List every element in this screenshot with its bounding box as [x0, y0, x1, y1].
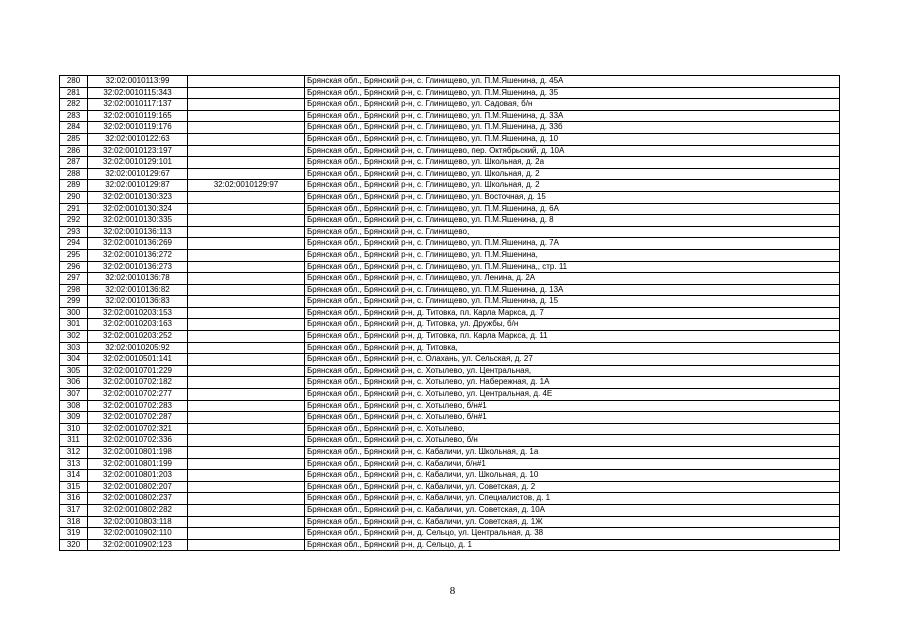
related-cadastral-number-cell	[188, 423, 305, 435]
table-row	[60, 226, 840, 238]
cadastral-number-cell: 32:02:0010801:199	[88, 458, 188, 470]
address-cell: Брянская обл., Брянский р-н, с. Глинищево, ул. Школьная, д. 2	[305, 168, 840, 180]
table-row	[60, 435, 840, 447]
related-cadastral-number-cell	[188, 133, 305, 145]
related-cadastral-number-cell	[188, 342, 305, 354]
table-row	[60, 145, 840, 157]
table-row	[60, 273, 840, 285]
related-cadastral-number-cell	[188, 99, 305, 111]
address-cell: Брянская обл., Брянский р-н, д. Титовка,	[305, 342, 840, 354]
row-number-cell: 319	[60, 528, 88, 540]
table-row	[60, 133, 840, 145]
cadastral-number-cell: 32:02:0010117:137	[88, 99, 188, 111]
address-cell: Брянская обл., Брянский р-н, с. Кабаличи, б/н#1	[305, 458, 840, 470]
related-cadastral-number-cell	[188, 504, 305, 516]
related-cadastral-number-cell	[188, 226, 305, 238]
related-cadastral-number-cell	[188, 458, 305, 470]
address-cell: Брянская обл., Брянский р-н, с. Хотылево, ул. Центральная,	[305, 365, 840, 377]
table-row	[60, 319, 840, 331]
row-number-cell: 301	[60, 319, 88, 331]
address-cell: Брянская обл., Брянский р-н, с. Глинищево, ул. П.М.Яшенина, д. 10	[305, 133, 840, 145]
address-cell: Брянская обл., Брянский р-н, с. Глинищево, ул. Восточная, д. 15	[305, 191, 840, 203]
row-number-cell: 289	[60, 180, 88, 192]
table-row	[60, 168, 840, 180]
row-number-cell: 302	[60, 331, 88, 343]
row-number-cell: 297	[60, 273, 88, 285]
table-row	[60, 99, 840, 111]
row-number-cell: 292	[60, 215, 88, 227]
address-cell: Брянская обл., Брянский р-н, с. Глинищево, пер. Октябрьский, д. 10А	[305, 145, 840, 157]
cadastral-number-cell: 32:02:0010136:82	[88, 284, 188, 296]
cadastral-number-cell: 32:02:0010902:123	[88, 539, 188, 551]
cadastral-number-cell: 32:02:0010113:99	[88, 76, 188, 88]
cadastral-number-cell: 32:02:0010801:198	[88, 447, 188, 459]
cadastral-number-cell: 32:02:0010203:163	[88, 319, 188, 331]
related-cadastral-number-cell	[188, 296, 305, 308]
related-cadastral-number-cell	[188, 168, 305, 180]
cadastral-number-cell: 32:02:0010136:272	[88, 249, 188, 261]
address-cell: Брянская обл., Брянский р-н, с. Глинищево, ул. П.М.Яшенина, д. 15	[305, 296, 840, 308]
table-row	[60, 191, 840, 203]
related-cadastral-number-cell	[188, 261, 305, 273]
related-cadastral-number-cell	[188, 157, 305, 169]
table-row	[60, 423, 840, 435]
address-cell: Брянская обл., Брянский р-н, с. Глинищево, ул. П.М.Яшенина, д. 33б	[305, 122, 840, 134]
related-cadastral-number-cell	[188, 516, 305, 528]
cadastral-number-cell: 32:02:0010129:87	[88, 180, 188, 192]
table-row	[60, 389, 840, 401]
cadastral-number-cell: 32:02:0010803:118	[88, 516, 188, 528]
cadastral-number-cell: 32:02:0010136:113	[88, 226, 188, 238]
cadastral-number-cell: 32:02:0010702:336	[88, 435, 188, 447]
row-number-cell: 317	[60, 504, 88, 516]
row-number-cell: 285	[60, 133, 88, 145]
table-row	[60, 412, 840, 424]
row-number-cell: 287	[60, 157, 88, 169]
address-cell: Брянская обл., Брянский р-н, с. Хотылево, б/н	[305, 435, 840, 447]
cadastral-number-cell: 32:02:0010702:283	[88, 400, 188, 412]
table-row	[60, 76, 840, 88]
cadastral-number-cell: 32:02:0010702:321	[88, 423, 188, 435]
cadastral-number-cell: 32:02:0010130:323	[88, 191, 188, 203]
related-cadastral-number-cell	[188, 435, 305, 447]
cadastral-number-cell: 32:02:0010702:287	[88, 412, 188, 424]
page-number: 8	[449, 585, 456, 597]
address-cell: Брянская обл., Брянский р-н, с. Глинищево, ул. П.М.Яшенина,	[305, 249, 840, 261]
row-number-cell: 282	[60, 99, 88, 111]
address-cell: Брянская обл., Брянский р-н, с. Хотылево, б/н#1	[305, 400, 840, 412]
row-number-cell: 288	[60, 168, 88, 180]
table-row	[60, 516, 840, 528]
related-cadastral-number-cell	[188, 110, 305, 122]
table-row	[60, 365, 840, 377]
table-row	[60, 342, 840, 354]
cadastral-number-cell: 32:02:0010119:176	[88, 122, 188, 134]
table-row	[60, 400, 840, 412]
row-number-cell: 314	[60, 470, 88, 482]
address-cell: Брянская обл., Брянский р-н, д. Титовка, пл. Карла Маркса, д. 11	[305, 331, 840, 343]
related-cadastral-number-cell	[188, 122, 305, 134]
related-cadastral-number-cell	[188, 273, 305, 285]
related-cadastral-number-cell	[188, 412, 305, 424]
address-cell: Брянская обл., Брянский р-н, с. Кабаличи, ул. Школьная, д. 10	[305, 470, 840, 482]
cadastral-number-cell: 32:02:0010203:252	[88, 331, 188, 343]
related-cadastral-number-cell	[188, 331, 305, 343]
related-cadastral-number-cell	[188, 400, 305, 412]
cadastral-number-cell: 32:02:0010130:335	[88, 215, 188, 227]
cadastral-number-cell: 32:02:0010702:277	[88, 389, 188, 401]
related-cadastral-number-cell	[188, 365, 305, 377]
cadastral-number-cell: 32:02:0010136:83	[88, 296, 188, 308]
address-cell: Брянская обл., Брянский р-н, д. Титовка, пл. Карла Маркса, д. 7	[305, 307, 840, 319]
row-number-cell: 298	[60, 284, 88, 296]
table-row	[60, 261, 840, 273]
row-number-cell: 310	[60, 423, 88, 435]
related-cadastral-number-cell	[188, 389, 305, 401]
cadastral-number-cell: 32:02:0010701:229	[88, 365, 188, 377]
address-cell: Брянская обл., Брянский р-н, с. Хотылево, ул. Центральная, д. 4Е	[305, 389, 840, 401]
related-cadastral-number-cell	[188, 191, 305, 203]
related-cadastral-number-cell	[188, 307, 305, 319]
table-row	[60, 539, 840, 551]
cadastral-number-cell: 32:02:0010702:182	[88, 377, 188, 389]
row-number-cell: 299	[60, 296, 88, 308]
table-row	[60, 215, 840, 227]
row-number-cell: 294	[60, 238, 88, 250]
table-row	[60, 87, 840, 99]
cadastral-number-cell: 32:02:0010802:207	[88, 481, 188, 493]
cadastral-number-cell: 32:02:0010136:78	[88, 273, 188, 285]
related-cadastral-number-cell	[188, 493, 305, 505]
row-number-cell: 318	[60, 516, 88, 528]
related-cadastral-number-cell	[188, 481, 305, 493]
table-row	[60, 470, 840, 482]
cadastral-number-cell: 32:02:0010119:165	[88, 110, 188, 122]
related-cadastral-number-cell	[188, 377, 305, 389]
address-cell: Брянская обл., Брянский р-н, с. Глинищево, ул. Школьная, д. 2	[305, 180, 840, 192]
address-cell: Брянская обл., Брянский р-н, с. Глинищево, ул. П.М.Яшенина, д. 13А	[305, 284, 840, 296]
row-number-cell: 300	[60, 307, 88, 319]
row-number-cell: 306	[60, 377, 88, 389]
related-cadastral-number-cell	[188, 145, 305, 157]
related-cadastral-number-cell	[188, 528, 305, 540]
table-row	[60, 528, 840, 540]
row-number-cell: 295	[60, 249, 88, 261]
cadastral-number-cell: 32:02:0010123:197	[88, 145, 188, 157]
address-cell: Брянская обл., Брянский р-н, д. Сельцо, д. 1	[305, 539, 840, 551]
address-cell: Брянская обл., Брянский р-н, с. Глинищево, ул. Школьная, д. 2а	[305, 157, 840, 169]
related-cadastral-number-cell	[188, 354, 305, 366]
row-number-cell: 291	[60, 203, 88, 215]
cadastral-number-cell: 32:02:0010802:282	[88, 504, 188, 516]
table-row	[60, 493, 840, 505]
row-number-cell: 309	[60, 412, 88, 424]
address-cell: Брянская обл., Брянский р-н, с. Кабаличи, ул. Советская, д. 10А	[305, 504, 840, 516]
related-cadastral-number-cell	[188, 447, 305, 459]
cadastral-number-cell: 32:02:0010129:101	[88, 157, 188, 169]
address-cell: Брянская обл., Брянский р-н, с. Хотылево, б/н#1	[305, 412, 840, 424]
address-cell: Брянская обл., Брянский р-н, с. Кабаличи, ул. Школьная, д. 1а	[305, 447, 840, 459]
cadastral-number-cell: 32:02:0010802:237	[88, 493, 188, 505]
table-row	[60, 284, 840, 296]
related-cadastral-number-cell	[188, 319, 305, 331]
address-cell: Брянская обл., Брянский р-н, д. Сельцо, ул. Центральная, д. 38	[305, 528, 840, 540]
cadastral-number-cell: 32:02:0010129:67	[88, 168, 188, 180]
related-cadastral-number-cell	[188, 470, 305, 482]
row-number-cell: 312	[60, 447, 88, 459]
row-number-cell: 311	[60, 435, 88, 447]
table-row	[60, 249, 840, 261]
row-number-cell: 305	[60, 365, 88, 377]
row-number-cell: 281	[60, 87, 88, 99]
table-row	[60, 110, 840, 122]
row-number-cell: 304	[60, 354, 88, 366]
table-body	[60, 76, 840, 551]
address-cell: Брянская обл., Брянский р-н, с. Кабаличи, ул. Специалистов, д. 1	[305, 493, 840, 505]
table-row	[60, 458, 840, 470]
document-table	[59, 75, 840, 551]
address-cell: Брянская обл., Брянский р-н, с. Хотылево,	[305, 423, 840, 435]
address-cell: Брянская обл., Брянский р-н, д. Титовка, ул. Дружбы, б/н	[305, 319, 840, 331]
related-cadastral-number-cell	[188, 215, 305, 227]
table-row	[60, 377, 840, 389]
table-row	[60, 296, 840, 308]
related-cadastral-number-cell	[188, 249, 305, 261]
related-cadastral-number-cell	[188, 76, 305, 88]
address-cell: Брянская обл., Брянский р-н, с. Глинищево, ул. П.М.Яшенина, д. 6А	[305, 203, 840, 215]
address-cell: Брянская обл., Брянский р-н, с. Хотылево, ул. Набережная, д. 1А	[305, 377, 840, 389]
table-row	[60, 307, 840, 319]
address-cell: Брянская обл., Брянский р-н, с. Кабаличи, ул. Советская, д. 1Ж	[305, 516, 840, 528]
cadastral-number-cell: 32:02:0010122:63	[88, 133, 188, 145]
table-row	[60, 157, 840, 169]
table-row	[60, 447, 840, 459]
address-cell: Брянская обл., Брянский р-н, с. Глинищево, ул. П.М.Яшенина, д. 33А	[305, 110, 840, 122]
row-number-cell: 315	[60, 481, 88, 493]
row-number-cell: 290	[60, 191, 88, 203]
row-number-cell: 286	[60, 145, 88, 157]
address-cell: Брянская обл., Брянский р-н, с. Глинищево, ул. П.М.Яшенина,, стр. 11	[305, 261, 840, 273]
row-number-cell: 296	[60, 261, 88, 273]
address-cell: Брянская обл., Брянский р-н, с. Глинищево, ул. П.М.Яшенина, д. 45А	[305, 76, 840, 88]
address-cell: Брянская обл., Брянский р-н, с. Кабаличи, ул. Советская, д. 2	[305, 481, 840, 493]
cadastral-number-cell: 32:02:0010130:324	[88, 203, 188, 215]
address-cell: Брянская обл., Брянский р-н, с. Глинищево,	[305, 226, 840, 238]
related-cadastral-number-cell	[188, 539, 305, 551]
related-cadastral-number-cell	[188, 203, 305, 215]
cadastral-number-cell: 32:02:0010801:203	[88, 470, 188, 482]
address-cell: Брянская обл., Брянский р-н, с. Глинищево, ул. П.М.Яшенина, д. 7А	[305, 238, 840, 250]
cadastral-number-cell: 32:02:0010136:273	[88, 261, 188, 273]
address-cell: Брянская обл., Брянский р-н, с. Олахань, ул. Сельская, д. 27	[305, 354, 840, 366]
related-cadastral-number-cell	[188, 238, 305, 250]
related-cadastral-number-cell: 32:02:0010129:97	[188, 180, 305, 192]
table-row	[60, 354, 840, 366]
cadastral-number-cell: 32:02:0010902:110	[88, 528, 188, 540]
address-cell: Брянская обл., Брянский р-н, с. Глинищево, ул. Садовая, б/н	[305, 99, 840, 111]
cadastral-number-cell: 32:02:0010203:153	[88, 307, 188, 319]
table-row	[60, 203, 840, 215]
row-number-cell: 320	[60, 539, 88, 551]
row-number-cell: 313	[60, 458, 88, 470]
cadastral-number-cell: 32:02:0010136:269	[88, 238, 188, 250]
row-number-cell: 303	[60, 342, 88, 354]
address-cell: Брянская обл., Брянский р-н, с. Глинищево, ул. Ленина, д. 2А	[305, 273, 840, 285]
address-cell: Брянская обл., Брянский р-н, с. Глинищево, ул. П.М.Яшенина, д. 35	[305, 87, 840, 99]
row-number-cell: 293	[60, 226, 88, 238]
table-row	[60, 180, 840, 192]
table-row	[60, 504, 840, 516]
row-number-cell: 308	[60, 400, 88, 412]
address-cell: Брянская обл., Брянский р-н, с. Глинищево, ул. П.М.Яшенина, д. 8	[305, 215, 840, 227]
row-number-cell: 280	[60, 76, 88, 88]
cadastral-number-cell: 32:02:0010501:141	[88, 354, 188, 366]
row-number-cell: 284	[60, 122, 88, 134]
related-cadastral-number-cell	[188, 284, 305, 296]
table-row	[60, 331, 840, 343]
cadastral-number-cell: 32:02:0010115:343	[88, 87, 188, 99]
row-number-cell: 316	[60, 493, 88, 505]
row-number-cell: 283	[60, 110, 88, 122]
table-row	[60, 122, 840, 134]
cadastral-number-cell: 32:02:0010205:92	[88, 342, 188, 354]
row-number-cell: 307	[60, 389, 88, 401]
table-row	[60, 238, 840, 250]
table-row	[60, 481, 840, 493]
related-cadastral-number-cell	[188, 87, 305, 99]
